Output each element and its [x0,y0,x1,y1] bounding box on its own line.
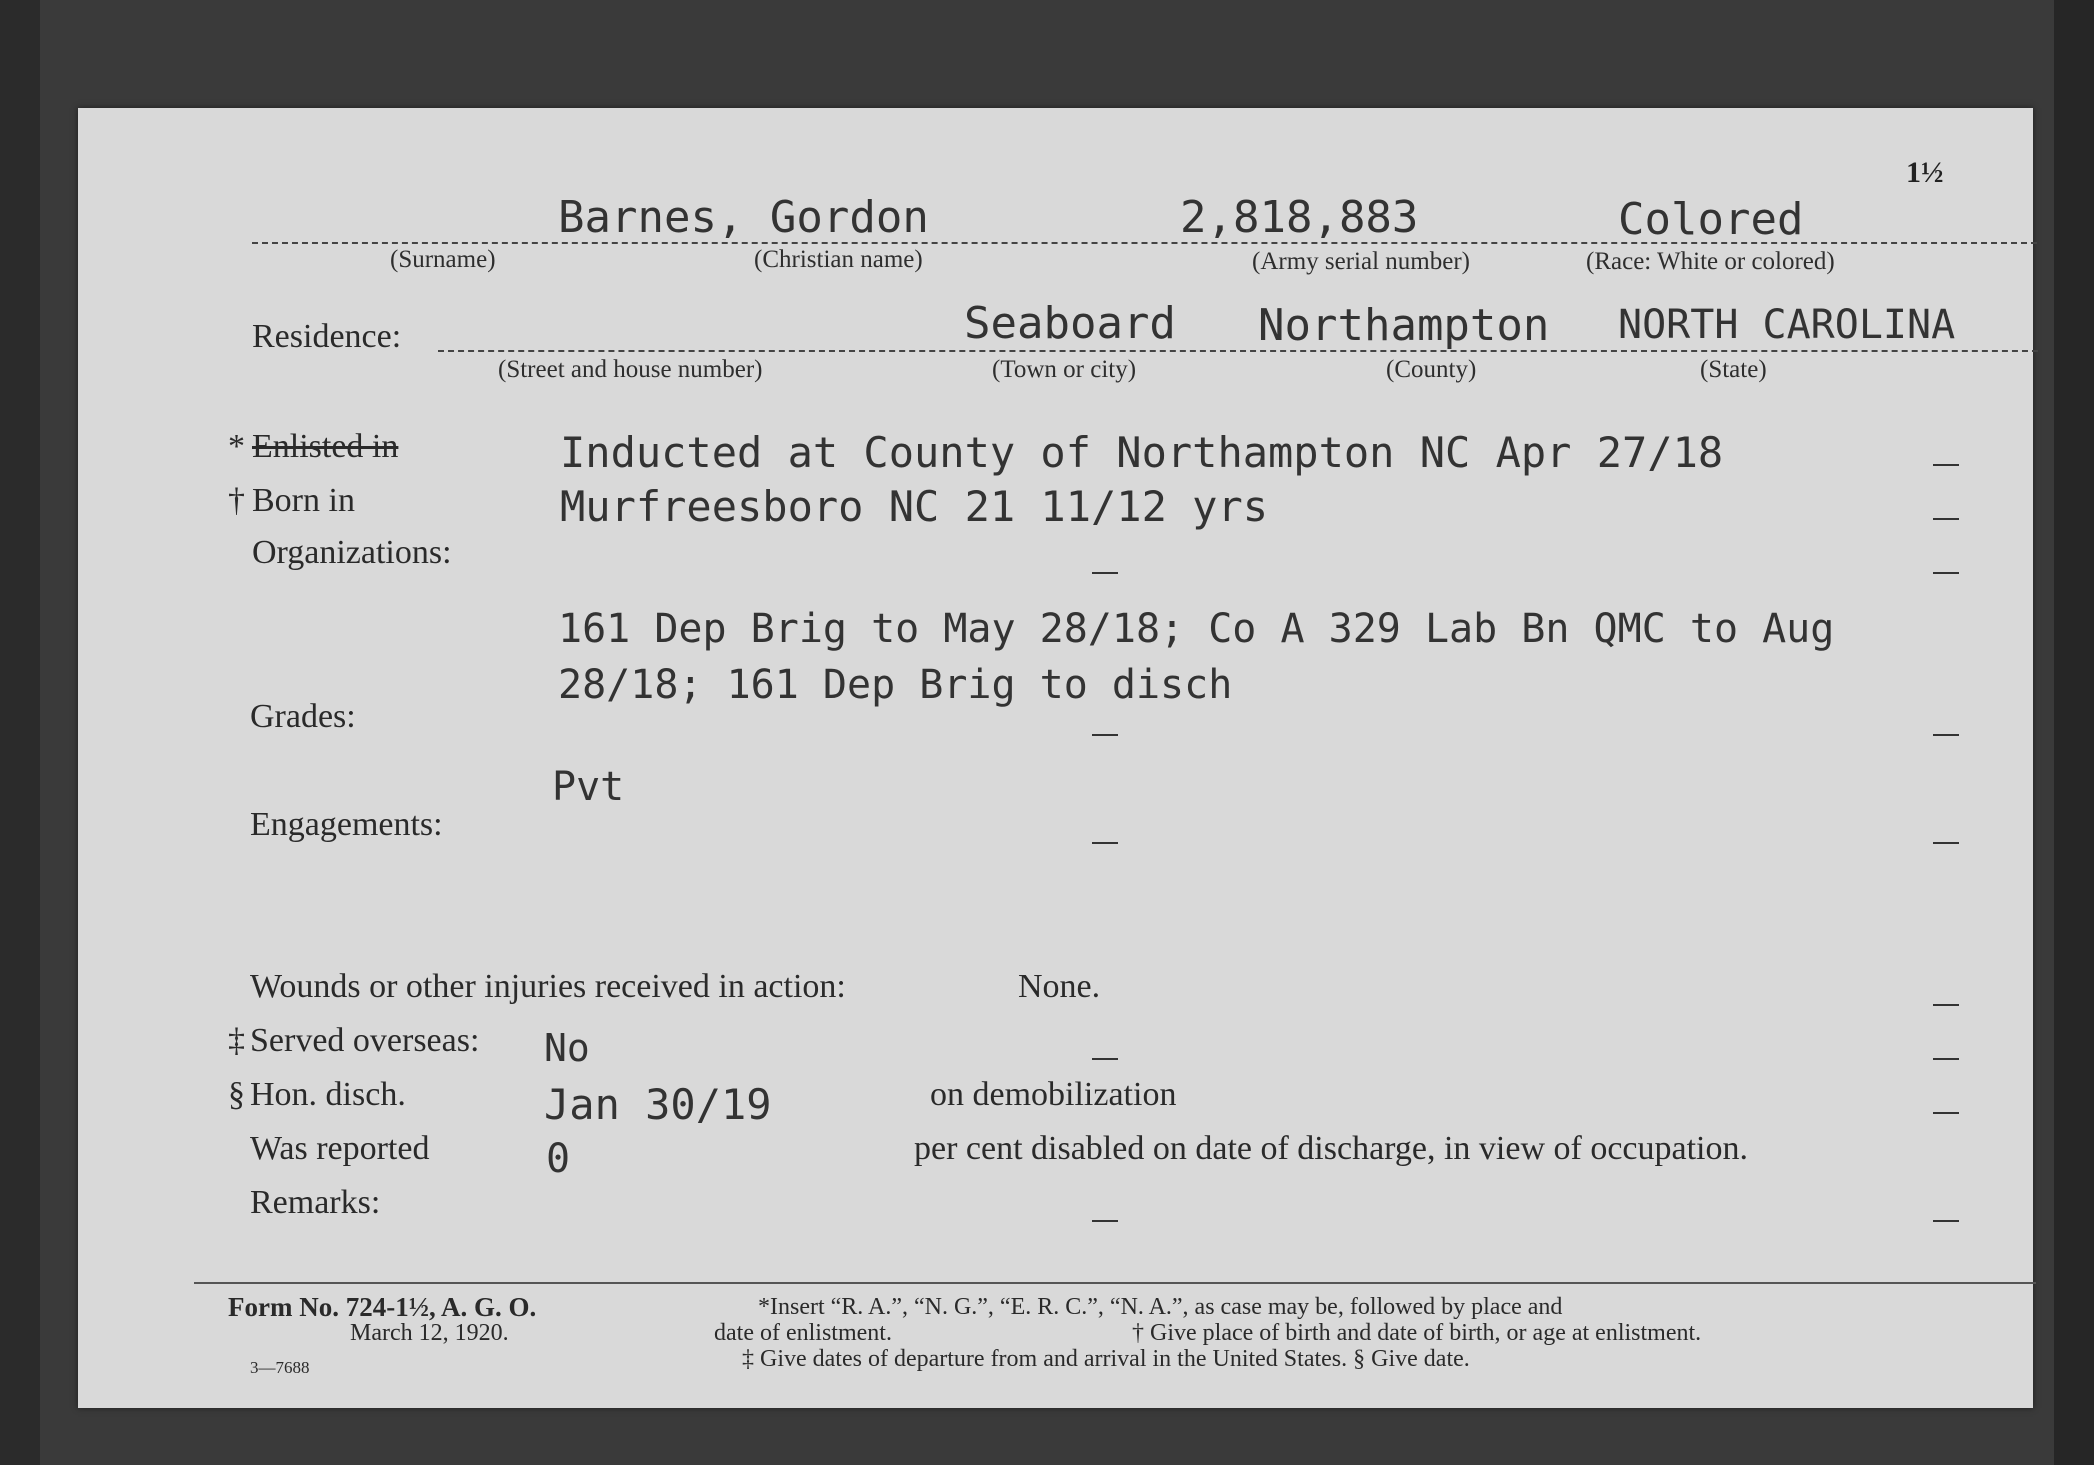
footnote-enlisted: *Insert “R. A.”, “N. G.”, “E. R. C.”, “N. A.”, as case may be, followed by place and [758,1294,1563,1320]
tick-mark [1092,1220,1118,1222]
form-date: March 12, 1920. [350,1320,509,1346]
was-reported-label: Was reported [250,1130,430,1167]
residence-label: Residence: [252,318,402,355]
print-code: 3—7688 [250,1358,310,1377]
remarks-label: Remarks: [250,1184,381,1221]
residence-county: Northampton [1258,300,1550,351]
caption-state: (State) [1700,356,1767,383]
served-mark: ‡ [228,1022,245,1059]
organizations-value-line2: 28/18; 161 Dep Brig to disch [558,662,1233,708]
engagements-label: Engagements: [250,806,443,843]
caption-county: (County) [1386,356,1477,383]
footnote-overseas: ‡ Give dates of departure from and arrival in the United States. § Give date. [742,1346,1470,1372]
tick-mark [1092,734,1118,736]
caption-serial: (Army serial number) [1252,248,1470,275]
serial-number-value: 2,818,883 [1180,192,1419,243]
film-border-right [2054,0,2094,1465]
grades-value: Pvt [552,764,625,810]
tick-mark [1933,464,1959,466]
film-border-left [0,0,40,1465]
organizations-label: Organizations: [252,534,452,571]
tick-mark [1933,572,1959,574]
grades-label: Grades: [250,698,356,735]
caption-surname: (Surname) [390,246,496,273]
service-record-card [78,108,2033,1408]
enlisted-value: Inducted at County of Northampton NC Apr 27/18 [560,428,1724,477]
tick-mark [1933,1004,1959,1006]
disabled-text: per cent disabled on date of discharge, in view of occupation. [914,1130,1748,1167]
born-value: Murfreesboro NC 21 11/12 yrs [560,482,1269,531]
caption-town: (Town or city) [992,356,1137,383]
residence-town: Seaboard [964,298,1176,349]
caption-christian-name: (Christian name) [754,246,923,273]
header-dashed-line [252,242,2037,244]
organizations-value-line1: 161 Dep Brig to May 28/18; Co A 329 Lab Bn QMC to Aug [558,606,1835,652]
race-value: Colored [1618,194,1804,245]
enlisted-mark: * [228,428,245,465]
born-mark: † [228,482,245,519]
hon-disch-label: Hon. disch. [250,1076,406,1113]
form-number: Form No. 724-1½, A. G. O. [228,1292,537,1322]
served-overseas-label: Served overseas: [250,1022,480,1059]
residence-dashed-line [438,350,2038,352]
footnote-born: † Give place of birth and date of birth, or age at enlistment. [1132,1320,1702,1346]
enlisted-label: Enlisted in [252,428,399,465]
tick-mark [1933,734,1959,736]
tick-mark [1933,1220,1959,1222]
percent-disabled-value: 0 [546,1136,571,1182]
footnote-enlisted-cont: date of enlistment. [714,1320,892,1346]
caption-street: (Street and house number) [498,356,763,383]
hon-disch-text: on demobilization [930,1076,1177,1113]
born-label: Born in [252,482,355,519]
served-overseas-value: No [544,1026,590,1070]
tick-mark [1933,842,1959,844]
residence-state: NORTH CAROLINA [1618,302,1956,348]
tick-mark [1092,1058,1118,1060]
surname-name-value: Barnes, Gordon [558,192,929,243]
wounds-label: Wounds or other injuries received in action: [250,968,846,1005]
footer-rule [194,1282,2036,1284]
hon-disch-mark: § [228,1076,245,1113]
tick-mark [1933,1112,1959,1114]
tick-mark [1933,1058,1959,1060]
tick-mark [1092,842,1118,844]
tick-mark [1092,572,1118,574]
hon-disch-date: Jan 30/19 [544,1080,772,1129]
tick-mark [1933,518,1959,520]
caption-race: (Race: White or colored) [1586,248,1835,275]
wounds-value: None. [1018,968,1101,1005]
corner-mark: 1½ [1906,156,1944,189]
